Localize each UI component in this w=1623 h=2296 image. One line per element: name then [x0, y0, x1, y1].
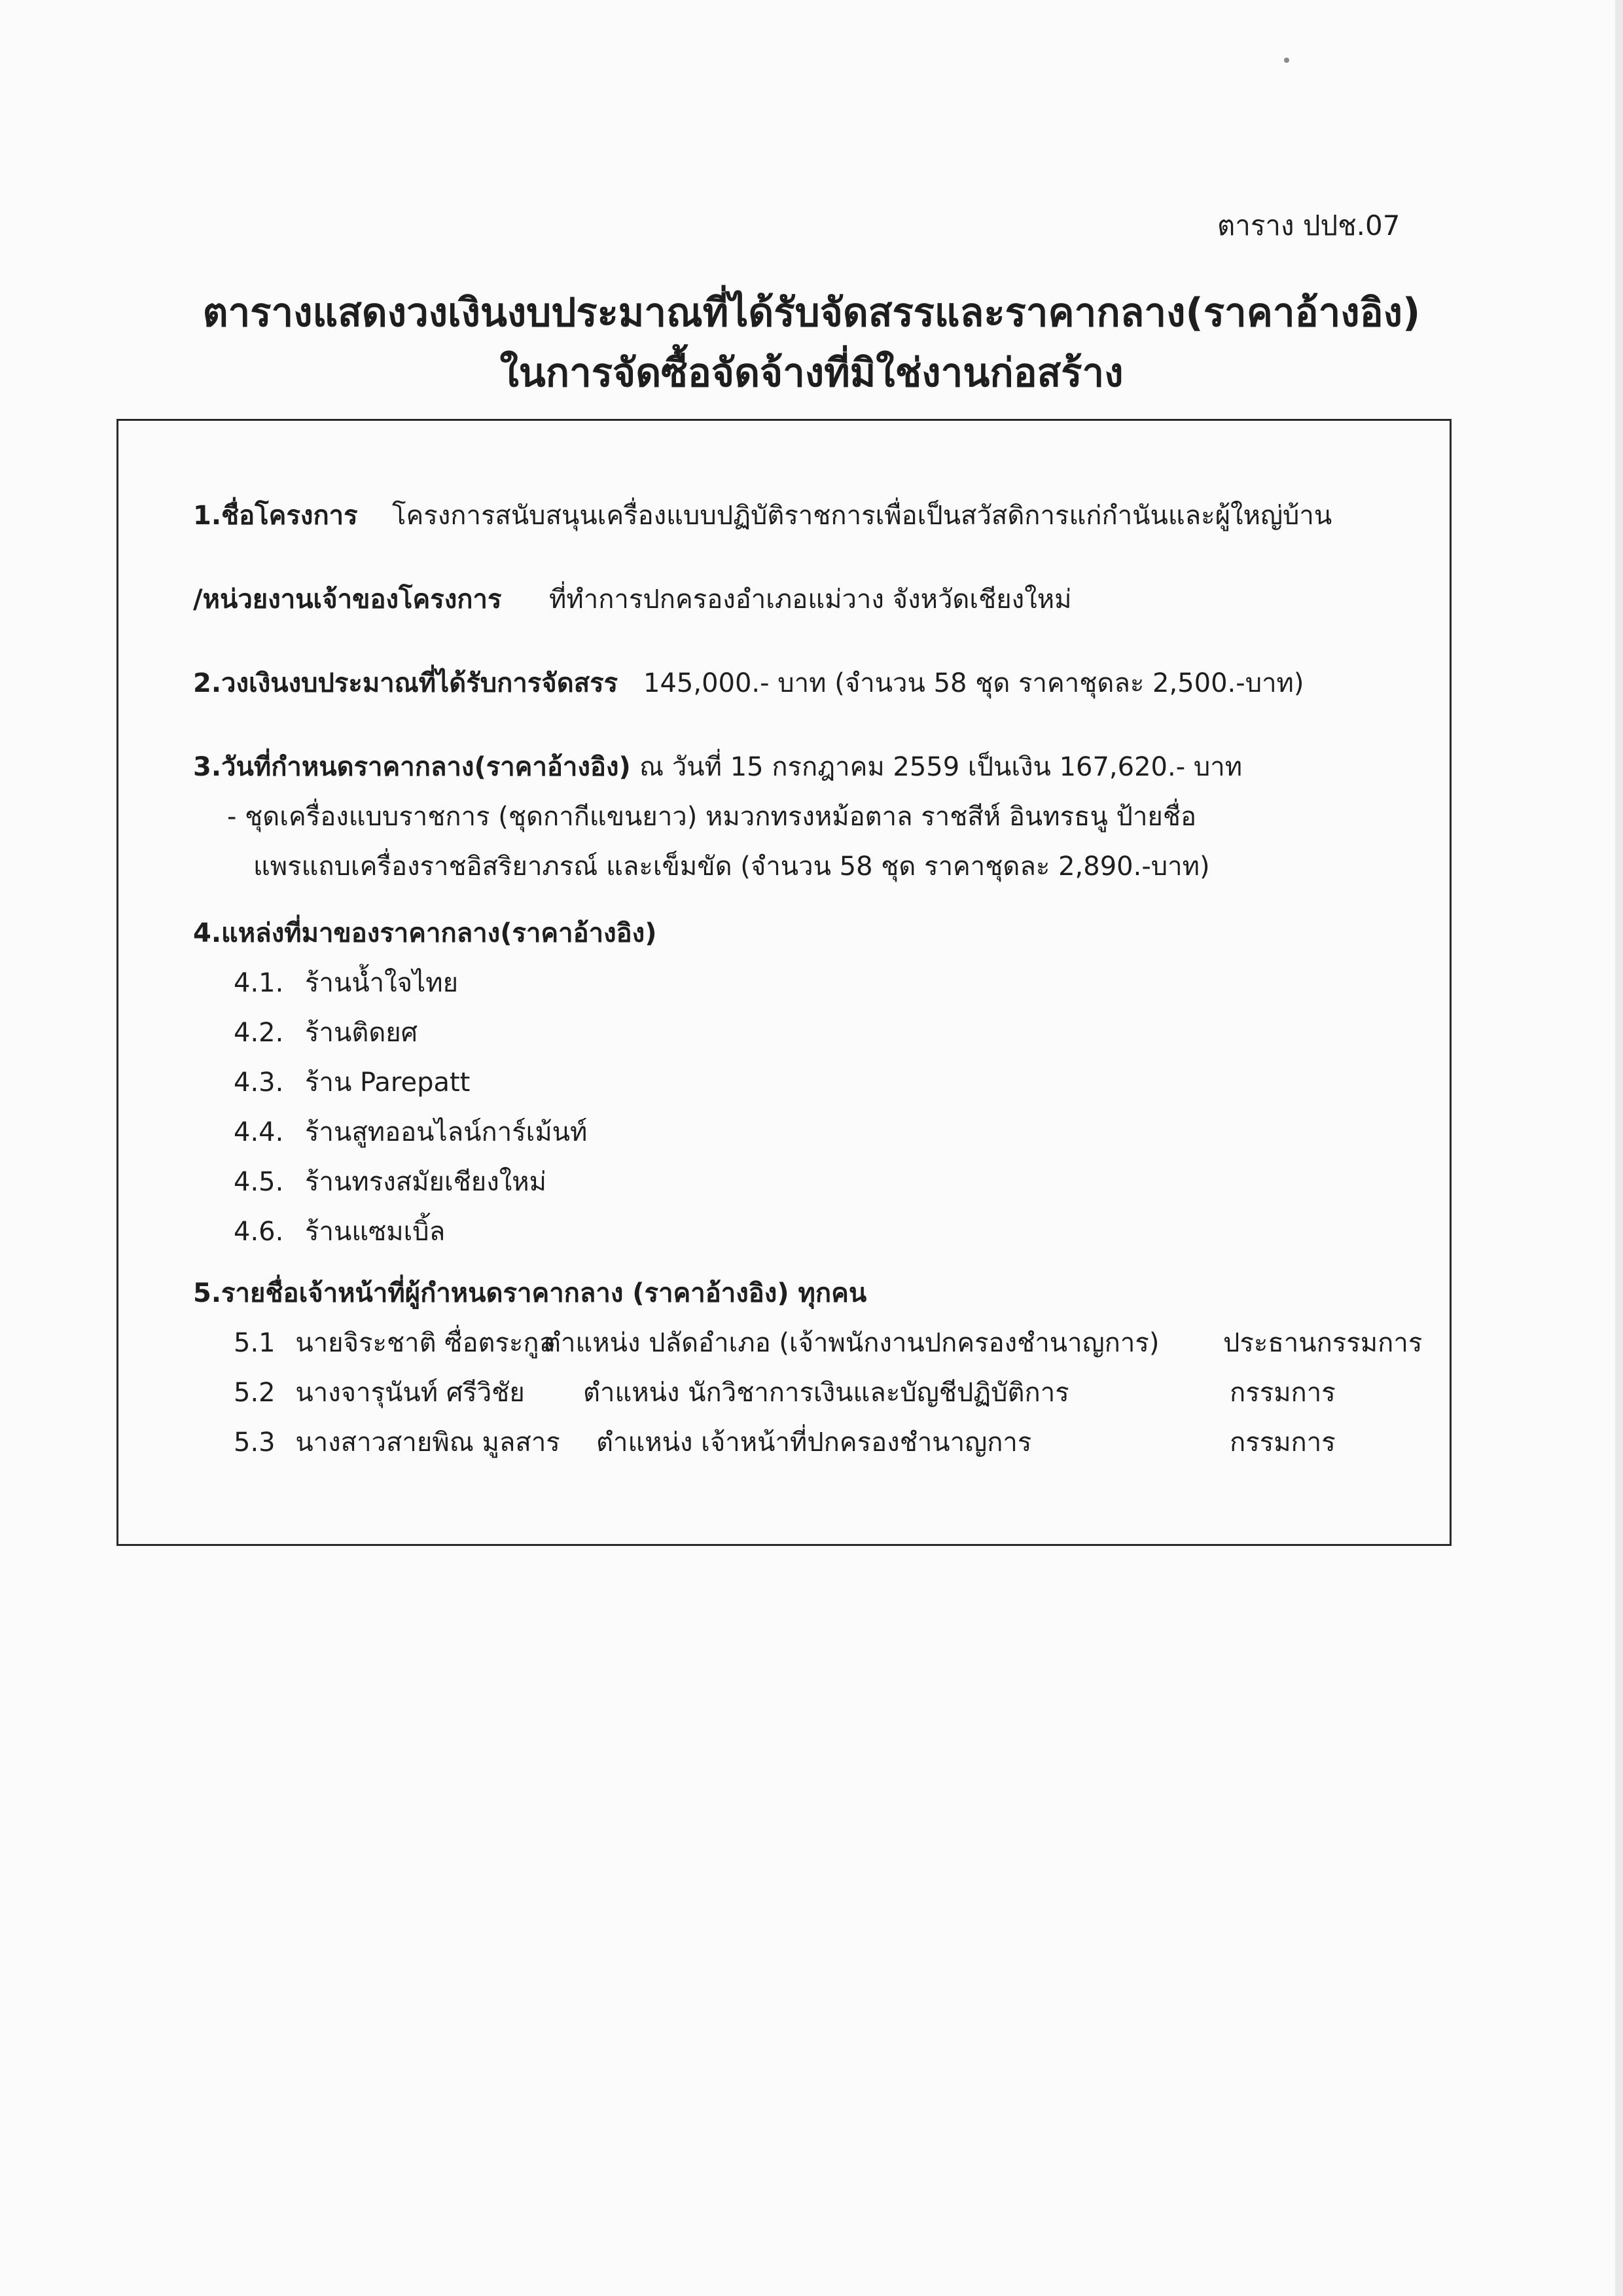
list-item-number: 4.3.: [234, 1067, 284, 1098]
member-position: ตำแหน่ง เจ้าหน้าที่ปกครองชำนาญการ: [596, 1427, 1032, 1458]
project-name-label: 1.ชื่อโครงการ: [193, 501, 358, 531]
list-item-number: 4.5.: [234, 1167, 284, 1197]
project-name-value: โครงการสนับสนุนเครื่องแบบปฏิบัติราชการเพื่อเป็นสวัสดิการแก่กำนันและผู้ใหญ่บ้าน: [392, 501, 1332, 531]
member-position: ตำแหน่ง ปลัดอำเภอ (เจ้าพนักงานปกครองชำนาญการ): [544, 1328, 1160, 1358]
project-name-row: [193, 494, 358, 536]
member-name: นางจารุนันท์ ศรีวิชัย: [295, 1378, 525, 1408]
details-box: [116, 419, 1452, 1546]
list-item-number: 4.6.: [234, 1217, 284, 1247]
scan-speck: [1284, 58, 1289, 63]
list-item-text: ร้าน Parepatt: [305, 1067, 471, 1098]
document-title-line-1: ตารางแสดงวงเงินงบประมาณที่ได้รับจัดสรรและราคากลาง(ราคาอ้างอิง): [202, 290, 1421, 336]
member-number: 5.3: [234, 1427, 276, 1458]
list-item-number: 4.2.: [234, 1018, 284, 1048]
list-item-text: ร้านน้ำใจไทย: [305, 968, 459, 998]
budget-row: [193, 662, 618, 704]
project-unit-value: ที่ทำการปกครองอำเภอแม่วาง จังหวัดเชียงใหม่: [549, 584, 1072, 615]
list-item-text: ร้านแซมเบิ้ล: [305, 1217, 446, 1247]
committee-member: [234, 1421, 560, 1463]
document-title-line-2: ในการจัดซื้อจัดจ้างที่มิใช่งานก่อสร้าง: [499, 350, 1124, 396]
member-role: กรรมการ: [1230, 1378, 1336, 1408]
price-source-row: [193, 912, 657, 954]
member-position: ตำแหน่ง นักวิชาการเงินและบัญชีปฏิบัติการ: [583, 1378, 1069, 1408]
list-item: [234, 1061, 470, 1103]
price-source-label: 4.แหล่งที่มาของราคากลาง(ราคาอ้างอิง): [193, 918, 657, 948]
member-number: 5.2: [234, 1378, 276, 1408]
list-item-text: ร้านสูทออนไลน์การ์เม้นท์: [305, 1117, 588, 1147]
list-item: [234, 1011, 418, 1053]
list-item: [234, 1160, 546, 1202]
committee-member: [234, 1371, 525, 1413]
committee-member: [234, 1321, 555, 1363]
list-item: [234, 961, 458, 1003]
list-item: [234, 1111, 587, 1153]
reference-date-value: ณ วันที่ 15 กรกฎาคม 2559 เป็นเงิน 167,620.- บาท: [639, 752, 1243, 782]
member-name: นายจิระชาติ ซื่อตระกูล: [295, 1328, 556, 1358]
list-item-text: ร้านทรงสมัยเชียงใหม่: [305, 1167, 546, 1197]
list-item: [234, 1210, 445, 1252]
project-unit-label: /หน่วยงานเจ้าของโครงการ: [193, 584, 502, 615]
member-name: นางสาวสายพิณ มูลสาร: [295, 1427, 560, 1458]
list-item-number: 4.4.: [234, 1117, 284, 1147]
reference-date-row: [193, 745, 631, 787]
committee-label: 5.รายชื่อเจ้าหน้าที่ผู้กำหนดราคากลาง (ราคาอ้างอิง) ทุกคน: [193, 1278, 867, 1308]
member-role: กรรมการ: [1230, 1427, 1336, 1458]
budget-value: 145,000.- บาท (จำนวน 58 ชุด ราคาชุดละ 2,500.-บาท): [643, 668, 1304, 698]
reference-detail-1: - ชุดเครื่องแบบราชการ (ชุดกากีแขนยาว) หมวกทรงหม้อตาล ราชสีห์ อินทรธนู ป้ายชื่อ: [227, 802, 1197, 832]
list-item-number: 4.1.: [234, 968, 284, 998]
member-number: 5.1: [234, 1328, 276, 1358]
project-unit-row: [193, 578, 501, 620]
committee-row: [193, 1272, 866, 1314]
list-item-text: ร้านติดยศ: [305, 1018, 418, 1048]
reference-date-label: 3.วันที่กำหนดราคากลาง(ราคาอ้างอิง): [193, 752, 631, 782]
budget-label: 2.วงเงินงบประมาณที่ได้รับการจัดสรร: [193, 668, 618, 698]
reference-detail-2: แพรแถบเครื่องราชอิสริยาภรณ์ และเข็มขัด (จำนวน 58 ชุด ราคาชุดละ 2,890.-บาท): [253, 852, 1210, 882]
member-role: ประธานกรรมการ: [1223, 1328, 1423, 1358]
form-code: ตาราง ปปช.07: [1217, 209, 1400, 242]
